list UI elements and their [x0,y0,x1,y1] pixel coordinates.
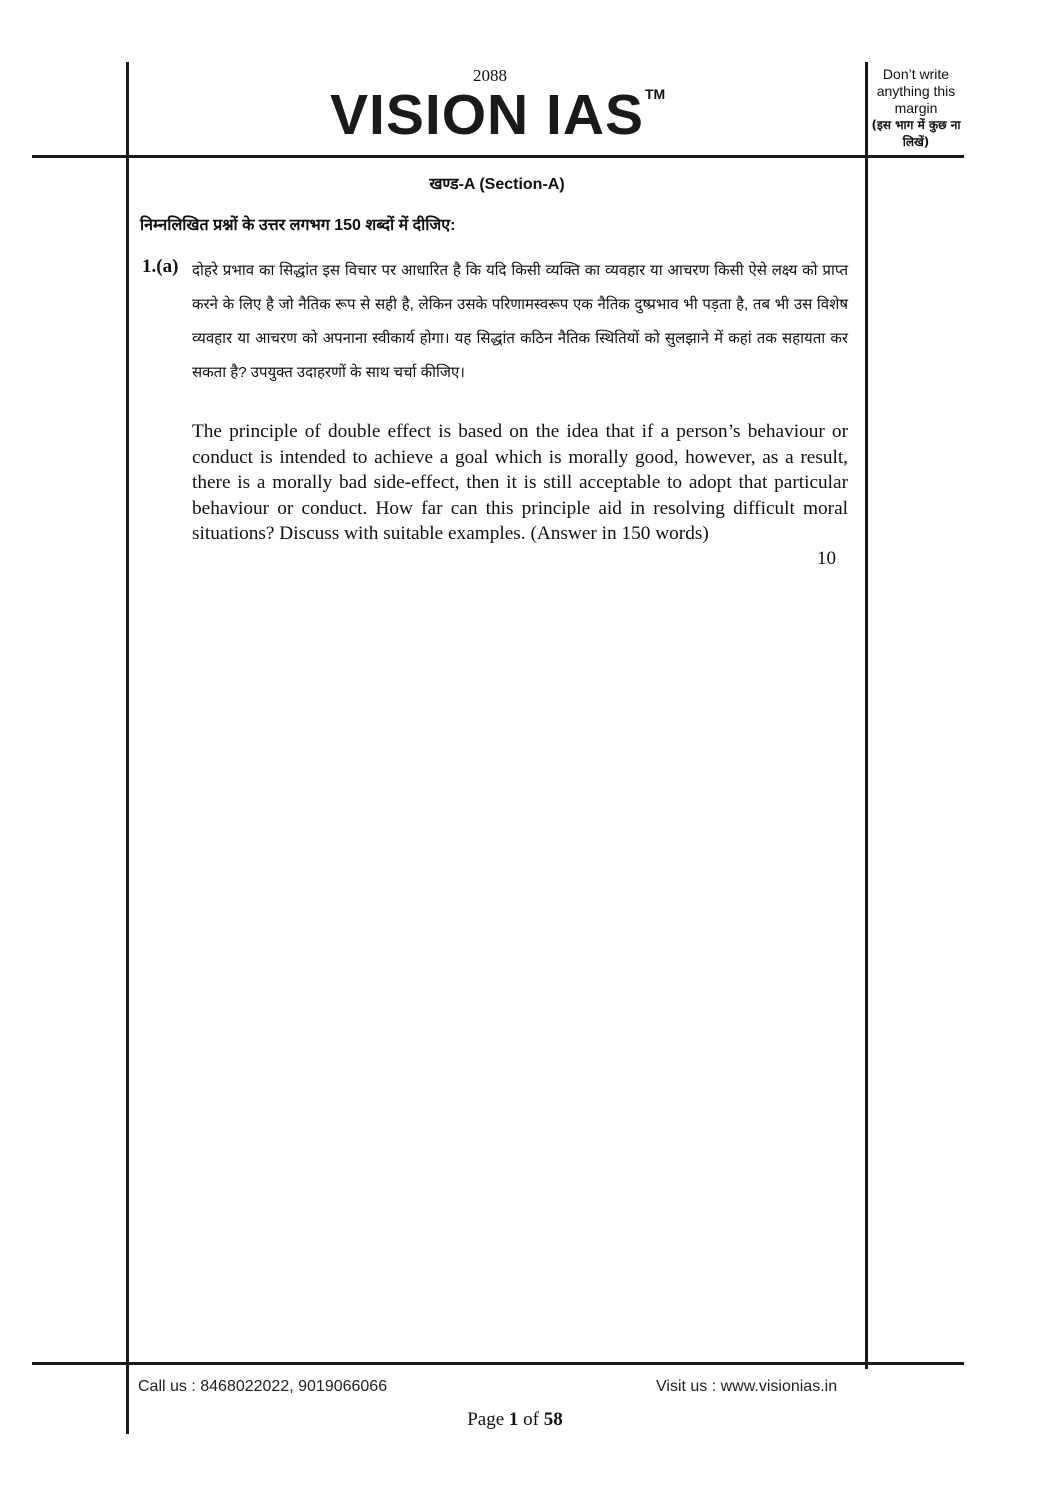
document-number: 2088 [473,66,507,85]
question-number: 1.(a) [142,256,179,277]
question-marks: 10 [817,548,836,569]
trademark-mark: TM [645,86,666,102]
footer-website: Visit us : www.visionias.in [656,1378,838,1395]
question-text-english: The principle of double effect is based on the idea that if a person’s behaviour or conduct is intended to achieve a goal which is morally good, however, as a result, there is a morally bad side-effect, then it is still acceptable to adopt that particular behaviour or conduct. How far can this principle aid in resolving difficult moral situations? Discuss with suitable examples. (Answer in 150 words) [192,421,848,545]
right-margin-rule [865,62,868,1369]
footer-phone: Call us : 8468022022, 9019066066 [138,1378,388,1395]
margin-note [866,66,966,151]
margin-note-english: Don’t write anything this margin [876,66,956,116]
section-title: खण्ड-A (Section-A) [429,176,565,193]
page-total: 58 [543,1409,563,1430]
page-prefix: Page [467,1409,509,1430]
header-rule [32,155,964,158]
left-margin-rule [126,62,129,1434]
page-number [420,1409,610,1431]
page-of: of [518,1409,544,1430]
question-text-hindi: दोहरे प्रभाव का सिद्धांत इस विचार पर आधारित है कि यदि किसी व्यक्ति का व्यवहार या आचरण किसी ऐसे लक्ष्य को प्राप्त करने के लिए है जो नैतिक रूप से सही है, लेकिन उसके परिणामस्वरूप एक नैतिक दुष्प्रभाव भी पड़ता है, तब भी उस विशेष व्यवहार या आचरण को अपनाना स्वीकार्य होगा। यह सिद्धांत कठिन नैतिक स्थितियों को सुलझाने में कहां तक सहायता कर सकता है? उपयुक्त उदाहरणों के साथ चर्चा कीजिए। [192,262,848,381]
logo-text: VISION IAS [330,83,645,147]
footer-rule [32,1362,964,1365]
instruction-text: निम्नलिखित प्रश्नों के उत्तर लगभग 150 शब्दों में दीजिए: [140,217,456,234]
vision-ias-logo [330,84,670,146]
margin-note-hindi: (इस भाग में कुछ ना लिखें) [871,118,961,149]
page-current: 1 [508,1409,519,1430]
